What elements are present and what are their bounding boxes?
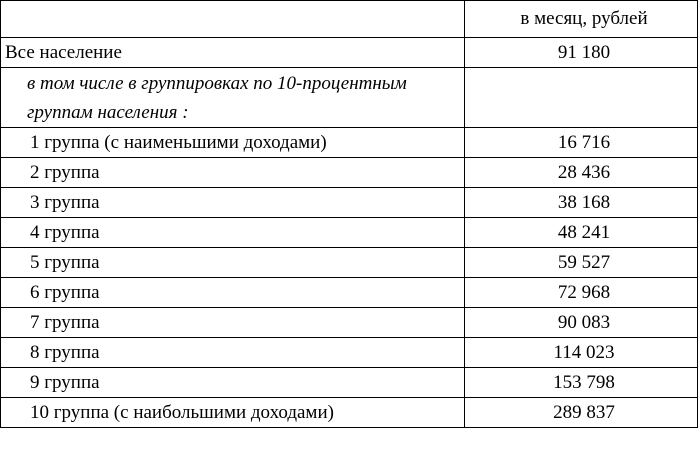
group-label: 8 группа [1,338,465,368]
group-value: 59 527 [557,251,611,273]
group-value-cell [465,218,698,248]
group-value-cell [465,278,698,308]
group-value: 38 168 [557,191,611,213]
group-value-cell [465,308,698,338]
group-label: 10 группа (с наибольшими доходами) [1,398,465,428]
group-value: 72 968 [557,281,611,303]
group-label: 5 группа [1,248,465,278]
table-row [1,308,698,338]
group-value: 16 716 [557,131,611,153]
group-label: 9 группа [1,368,465,398]
group-value-cell [465,158,698,188]
note-empty-cell [465,68,698,128]
note-row [1,68,698,128]
header-label-cell [1,1,465,38]
group-value: 90 083 [557,311,611,333]
table-row [1,248,698,278]
group-value: 289 837 [553,401,615,423]
group-label: 7 группа [1,308,465,338]
group-value-cell [465,188,698,218]
table-row [1,188,698,218]
group-label: 6 группа [1,278,465,308]
total-value: 91 180 [557,41,611,63]
group-value-cell [465,398,698,428]
header-unit-cell [465,1,698,38]
group-value: 28 436 [557,161,611,183]
group-value-cell [465,338,698,368]
group-value-cell [465,368,698,398]
table-row [1,368,698,398]
total-row [1,38,698,68]
group-label: 2 группа [1,158,465,188]
group-label: 3 группа [1,188,465,218]
table-row [1,398,698,428]
table-row [1,158,698,188]
total-label: Все население [1,38,465,68]
group-value: 48 241 [557,221,611,243]
header-unit: в месяц, рублей [520,8,648,29]
table-row [1,128,698,158]
group-value: 153 798 [553,371,615,393]
group-value: 114 023 [553,341,615,363]
table-row [1,218,698,248]
group-label: 1 группа (с наименьшими доходами) [1,128,465,158]
header-row [1,1,698,38]
group-value-cell [465,248,698,278]
grouping-note: в том числе в группировках по 10-процентным группам населения : [1,68,465,128]
total-value-cell [465,38,698,68]
group-value-cell [465,128,698,158]
table-row [1,278,698,308]
table-row [1,338,698,368]
group-label: 4 группа [1,218,465,248]
